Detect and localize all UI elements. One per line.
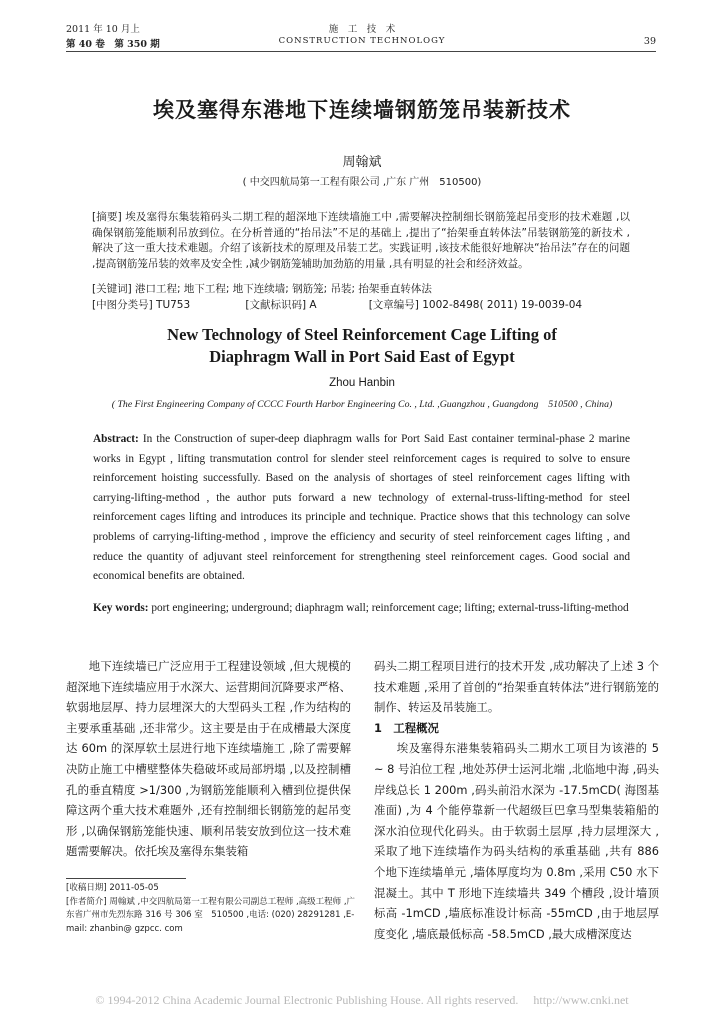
author-en: Zhou Hanbin	[329, 377, 395, 389]
abstract-en-text: In the Construction of super-deep diaphragm walls for Port Said East container terminal-phase 2 marine works in Egypt , lifting transmutation control for slender steel reinforcement cages is required to solve to ensure reinforcement hoisting successfully. Based on the analysis of shortages of steel reinforcement cages lifting with carrying-lifting-method , the author puts forward a new technology of external-truss-lifting-method for steel reinforcement cages lifting and introduces its principle and technique. Practice shows that this technology can solve problems of carrying-lifting-method , improve the efficiency and security of steel reinforcement cages lifting , and reduce the quantity of adjuvant steel reinforcement for strengthening steel reinforcement cages. Good social and economical benefits are obtained.	[93, 433, 631, 583]
header-journal-cn: 施 工 技 术	[328, 24, 396, 35]
doc-code: [文献标识码] A	[245, 299, 317, 311]
body-paragraph: 地下连续墙已广泛应用于工程建设领域 ,但大规模的超深地下连续墙应用于水深大、运营期间沉降要求严格、软弱地层厚、持力层埋深大的大型码头工程 ,作为结构的主要承重基础 ,还非常少。这主要是由于在成槽最大深度达 60m 的深厚软土层进行地下连续墙施工 ,除了需要解决防止施工中槽壁整体失稳破坏或局部坍塌 ,以及控制槽孔的垂直精度 >1/300 ,为钢筋笼能顺利入槽到位提供保障这两个重大技术难题外 ,还有控制细长钢筋笼的起吊变形 ,以确保钢筋笼能快速、顺利吊装安放到位这一技术难题需要解决。依托埃及塞得东集装箱	[66, 659, 351, 859]
header-volume: 第 40 卷 第 350 期	[66, 39, 160, 50]
author-info: [作者简介] 周翰斌 ,中交四航局第一工程有限公司副总工程师 ,高级工程师 ,广东省广州市先烈东路 316 号 306 室 510500 ,电话: (020) 28291281 ,E-mail: zhanbin@ gzpcc. com	[66, 896, 356, 934]
affiliation-cn: ( 中交四航局第一工程有限公司 ,广东 广州 510500)	[242, 177, 482, 188]
abstract-en	[93, 430, 630, 587]
keywords-cn: [关键词] 港口工程; 地下工程; 地下连续墙; 钢筋笼; 吊装; 抬架垂直转体法	[92, 283, 432, 295]
body-paragraph: 埃及塞得东港集装箱码头二期水工项目为该港的 5 ~ 8 号泊位工程 ,地处苏伊士运河北端 ,北临地中海 ,码头岸线总长 1 200m ,码头前沿水深为 -17.5mCD( 海图基准面) ,为 4 个能停靠新一代超级巨巴拿马型集装箱船的深水泊位现代化码头。由于软弱土层厚 ,持力层埋深大 ,采取了地下连续墙作为码头结构的承重基础 ,共有 886 个地下连续墙单元 ,墙体厚度均为 0.8m ,采用 C50 水下混凝土。其中 T 形地下连续墙共 349 个槽段 ,设计墙顶标高 -1mCD ,墙底标准设计标高 -55mCD ,由于地层厚度变化 ,墙底最低标高 -58.5mCD ,最大成槽深度达	[374, 741, 659, 941]
article-number: [文章编号] 1002-8498( 2011) 19-0039-04	[368, 299, 583, 311]
copyright-line: © 1994-2012 China Academic Journal Electronic Publishing House. All rights reserved. http://www.cnki.net	[95, 993, 629, 1007]
header-date: 2011 年 10 月上	[66, 24, 140, 35]
author-cn: 周翰斌	[342, 155, 382, 170]
abstract-en-label: Abstract:	[93, 433, 139, 445]
title-en: New Technology of Steel Reinforcement Cage Lifting of Diaphragm Wall in Port Said East of Egypt	[167, 325, 557, 366]
header-journal-en: CONSTRUCTION TECHNOLOGY	[278, 36, 446, 46]
title-cn: 埃及塞得东港地下连续墙钢筋笼吊装新技术	[153, 98, 571, 122]
body-left-column	[66, 656, 351, 862]
header-rule	[66, 51, 656, 52]
affiliation-en: ( The First Engineering Company of CCCC Fourth Harbor Engineering Co. , Ltd. ,Guangzhou , Guangdong 510500 , China)	[111, 399, 613, 410]
abstract-cn: [摘要] 埃及塞得东集装箱码头二期工程的超深地下连续墙施工中 ,需要解决控制细长钢筋笼起吊变形的技术难题 ,以确保钢筋笼能顺利吊放到位。在分析普通的“抬吊法”不足的基础上 ,提出了“抬架垂直转体法”吊装钢筋笼的新技术 ,解决了这一重大技术难题。介绍了该新技术的原理及吊装工艺。实践证明 ,该技术能很好地解决“抬吊法”存在的问题 ,提高钢筋笼吊装的效率及安全性 ,减少钢筋笼辅助加劲筋的用量 ,具有明显的社会和经济效益。	[92, 211, 630, 270]
clc-number: [中图分类号] TU753	[92, 299, 191, 311]
header-page-number: 39	[643, 36, 656, 47]
keywords-en-label: Key words:	[93, 602, 149, 614]
keywords-en	[93, 599, 630, 619]
keywords-en-text: port engineering; underground; diaphragm wall; reinforcement cage; lifting; external-truss-lifting-method	[151, 602, 629, 614]
footnote	[66, 882, 356, 936]
body-paragraph: 码头二期工程项目进行的技术开发 ,成功解决了上述 3 个技术难题 ,采用了首创的“抬架垂直转体法”进行钢筋笼的制作、转运及吊装施工。	[374, 659, 659, 715]
received-date: [收稿日期] 2011-05-05	[66, 883, 159, 893]
footnote-rule	[66, 878, 186, 879]
section-heading: 1 工程概况	[374, 720, 439, 735]
body-right-column	[374, 656, 659, 944]
article-meta	[92, 298, 630, 314]
